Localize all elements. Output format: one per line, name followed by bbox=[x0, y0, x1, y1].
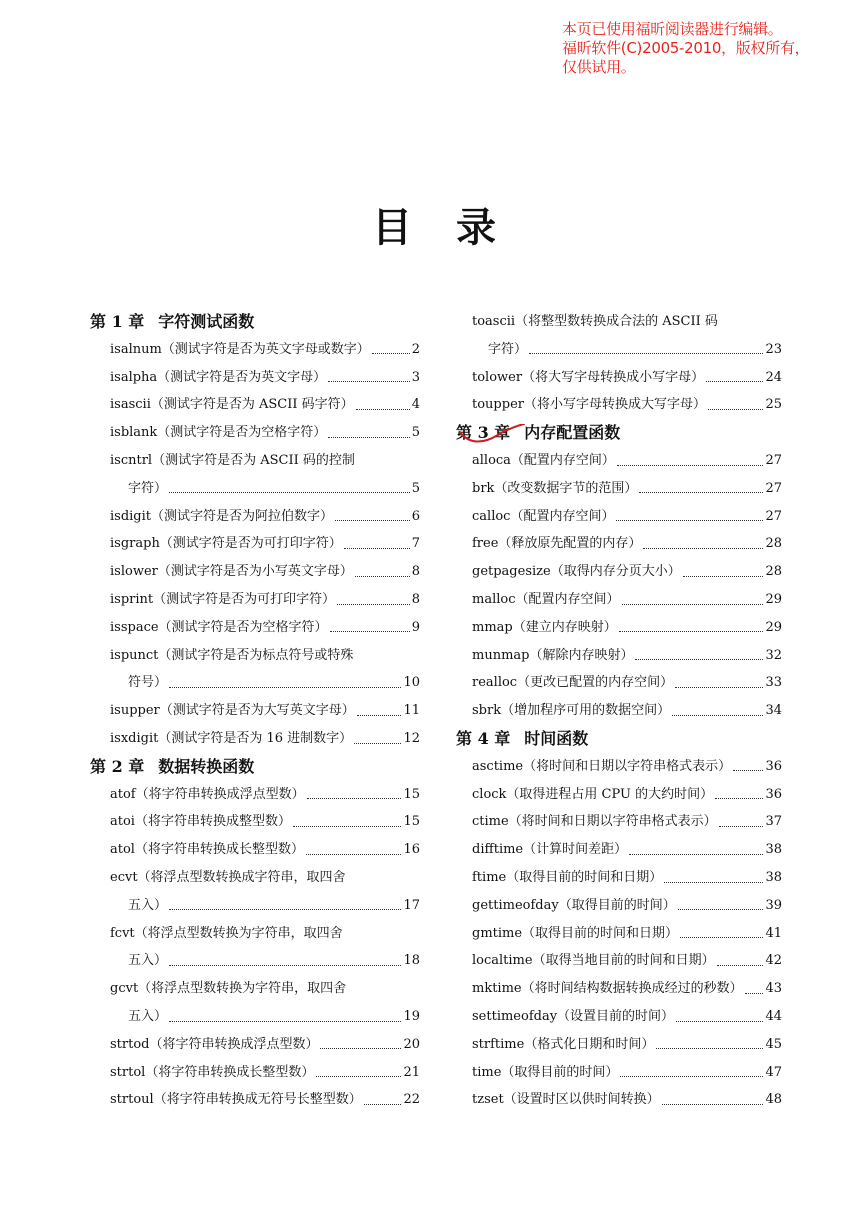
page-number: 44 bbox=[765, 1009, 782, 1024]
entry-text: isgraph（测试字符是否为可打印字符） bbox=[110, 536, 342, 552]
chapter-number: 第 4 章 bbox=[456, 729, 511, 748]
entry-text: malloc（配置内存空间） bbox=[472, 592, 620, 607]
toc-entry bbox=[110, 340, 420, 360]
entry-text: tolower（将大写字母转换成小写字母） bbox=[472, 369, 705, 385]
page-number: 42 bbox=[765, 953, 782, 969]
entry-text: realloc（更改已配置的内存空间） bbox=[472, 675, 674, 691]
entry-text: atol（将字符串转换成长整型数） bbox=[110, 842, 304, 858]
toc-entry bbox=[472, 673, 782, 693]
page-number: 34 bbox=[765, 703, 782, 719]
page-number: 5 bbox=[411, 480, 420, 496]
toc-entry bbox=[472, 1007, 782, 1027]
dot-leader bbox=[529, 341, 763, 354]
toc-entry bbox=[110, 840, 420, 860]
toc-entry bbox=[128, 896, 420, 916]
entry-text: 字符） bbox=[488, 341, 528, 357]
page-number: 39 bbox=[765, 897, 782, 913]
page-number: 20 bbox=[403, 1036, 420, 1052]
dot-leader bbox=[629, 842, 763, 855]
dot-leader bbox=[675, 675, 763, 688]
page-number: 15 bbox=[403, 786, 420, 802]
dot-leader bbox=[356, 397, 410, 410]
dot-leader bbox=[337, 592, 410, 605]
dot-leader bbox=[656, 1036, 763, 1049]
entry-text: getpagesize（取得内存分页大小） bbox=[472, 564, 681, 580]
entry-text: settimeofday（设置目前的时间） bbox=[472, 1009, 675, 1024]
toc-entry bbox=[110, 618, 420, 638]
dot-leader bbox=[335, 508, 410, 521]
entry-text: isprint（测试字符是否为可打印字符） bbox=[110, 592, 336, 607]
toc-entry bbox=[110, 368, 420, 388]
dot-leader bbox=[719, 814, 764, 827]
page-number: 36 bbox=[765, 758, 782, 774]
toc-entry bbox=[472, 562, 782, 582]
entry-text: munmap（解除内存映射） bbox=[472, 647, 634, 663]
page-number: 21 bbox=[403, 1064, 420, 1080]
chapter-title: 字符测试函数 bbox=[158, 312, 255, 331]
dot-leader bbox=[662, 1092, 764, 1105]
toc-entry bbox=[110, 646, 353, 666]
page-number: 4 bbox=[411, 397, 420, 413]
dot-leader bbox=[635, 647, 763, 660]
entry-text: strftime（格式化日期和时间） bbox=[472, 1036, 655, 1052]
entry-text: localtime（取得当地目前的时间和日期） bbox=[472, 953, 715, 969]
dot-leader bbox=[664, 870, 763, 883]
entry-text: iscntrl（测试字符是否为 ASCII 码的控制 bbox=[110, 453, 355, 468]
entry-text: islower（测试字符是否为小写英文字母） bbox=[110, 564, 353, 580]
handwritten-underline-mark bbox=[456, 424, 528, 448]
page-number: 28 bbox=[765, 536, 782, 552]
toc-entry bbox=[472, 618, 782, 638]
entry-text: 字符） bbox=[128, 480, 168, 496]
entry-text: fcvt（将浮点型数转换为字符串，取四舍 bbox=[110, 925, 343, 941]
page-number: 47 bbox=[765, 1064, 782, 1080]
page-number: 27 bbox=[765, 480, 782, 496]
page-number: 45 bbox=[765, 1036, 782, 1052]
dot-leader bbox=[683, 564, 764, 577]
dot-leader bbox=[328, 369, 410, 382]
dot-leader bbox=[616, 508, 763, 521]
dot-leader bbox=[676, 1009, 763, 1022]
dot-leader bbox=[306, 842, 401, 855]
dot-leader bbox=[355, 564, 410, 577]
page-number: 41 bbox=[765, 925, 782, 941]
entry-text: calloc（配置内存空间） bbox=[472, 508, 615, 524]
chapter-heading bbox=[90, 312, 254, 332]
dot-leader bbox=[678, 897, 764, 910]
entry-text: atof（将字符串转换成浮点型数） bbox=[110, 786, 305, 802]
toc-entry bbox=[110, 1063, 420, 1083]
toc-entry bbox=[110, 701, 420, 721]
page-number: 2 bbox=[411, 341, 420, 357]
dot-leader bbox=[617, 453, 764, 466]
dot-leader bbox=[639, 480, 763, 493]
page-number: 7 bbox=[411, 536, 420, 552]
toc-entry bbox=[128, 951, 420, 971]
page-number: 6 bbox=[411, 508, 420, 524]
chapter-title: 数据转换函数 bbox=[158, 756, 255, 776]
toc-entry bbox=[110, 562, 420, 582]
dot-leader bbox=[344, 536, 410, 549]
entry-text: isalnum（测试字符是否为英文字母或数字） bbox=[110, 341, 370, 357]
toc-entry bbox=[110, 534, 420, 554]
entry-text: strtod（将字符串转换成浮点型数） bbox=[110, 1036, 319, 1052]
page-number: 29 bbox=[765, 592, 782, 607]
entry-text: mktime（将时间结构数据转换成经过的秒数） bbox=[472, 981, 743, 997]
page-number: 33 bbox=[765, 675, 782, 691]
dot-leader bbox=[622, 592, 764, 605]
page-number: 12 bbox=[403, 731, 420, 746]
page-number: 8 bbox=[411, 592, 420, 607]
toc-entry bbox=[472, 451, 782, 471]
page-title: 目录 bbox=[372, 204, 540, 251]
dot-leader bbox=[307, 786, 402, 799]
toc-entry bbox=[110, 423, 420, 443]
toc-entry bbox=[472, 1063, 782, 1083]
toc-entry bbox=[110, 868, 346, 888]
toc-entry bbox=[472, 979, 782, 999]
dot-leader bbox=[354, 731, 401, 744]
page-number: 8 bbox=[411, 564, 420, 580]
chapter-number: 第 1 章 bbox=[90, 312, 145, 331]
toc-entry bbox=[472, 757, 782, 777]
page-number: 27 bbox=[765, 453, 782, 468]
toc-entry bbox=[472, 507, 782, 527]
entry-text: isascii（测试字符是否为 ASCII 码字符） bbox=[110, 397, 354, 413]
entry-text: ctime（将时间和日期以字符串格式表示） bbox=[472, 814, 717, 830]
entry-text: clock（取得进程占用 CPU 的大约时间） bbox=[472, 786, 714, 802]
page-number: 28 bbox=[765, 564, 782, 580]
watermark-line: 福昕软件(C)2005-2010，版权所有， bbox=[562, 39, 810, 57]
toc-entry bbox=[110, 924, 343, 944]
toc-entry bbox=[110, 590, 420, 610]
toc-entry bbox=[110, 395, 420, 415]
toc-entry bbox=[472, 646, 782, 666]
toc-entry bbox=[472, 368, 782, 388]
toc-entry bbox=[128, 673, 420, 693]
page-number: 11 bbox=[403, 703, 420, 719]
toc-entry bbox=[110, 812, 420, 832]
toc-entry bbox=[472, 812, 782, 832]
toc-entry bbox=[110, 979, 346, 999]
dot-leader bbox=[330, 619, 410, 632]
entry-text: ecvt（将浮点型数转换成字符串，取四舍 bbox=[110, 870, 346, 885]
toc-entry bbox=[110, 1035, 420, 1055]
page-number: 23 bbox=[765, 341, 782, 357]
entry-text: strtol（将字符串转换成长整型数） bbox=[110, 1064, 315, 1080]
entry-text: 五入） bbox=[128, 953, 168, 969]
entry-text: ftime（取得目前的时间和日期） bbox=[472, 870, 663, 885]
page-number: 22 bbox=[403, 1092, 420, 1108]
dot-leader bbox=[717, 953, 764, 966]
entry-text: mmap（建立内存映射） bbox=[472, 619, 617, 635]
entry-text: time（取得目前的时间） bbox=[472, 1064, 619, 1080]
entry-text: isxdigit（测试字符是否为 16 进制数字） bbox=[110, 731, 353, 746]
page-number: 16 bbox=[403, 842, 420, 858]
page-number: 38 bbox=[765, 870, 782, 885]
dot-leader bbox=[316, 1064, 401, 1077]
toc-entry bbox=[472, 896, 782, 916]
dot-leader bbox=[372, 341, 410, 354]
trial-watermark bbox=[562, 20, 862, 77]
entry-text: atoi（将字符串转换成整型数） bbox=[110, 814, 291, 830]
entry-text: toascii（将整型数转换成合法的 ASCII 码 bbox=[472, 314, 718, 329]
dot-leader bbox=[293, 814, 401, 827]
toc-entry bbox=[472, 1090, 782, 1110]
toc-entry bbox=[472, 701, 782, 721]
entry-text: isdigit（测试字符是否为阿拉伯数字） bbox=[110, 508, 334, 524]
entry-text: 五入） bbox=[128, 1009, 168, 1024]
dot-leader bbox=[643, 536, 763, 549]
dot-leader bbox=[708, 397, 763, 410]
entry-text: toupper（将小写字母转换成大写字母） bbox=[472, 397, 706, 413]
entry-text: isupper（测试字符是否为大写英文字母） bbox=[110, 703, 355, 719]
page-number: 24 bbox=[765, 369, 782, 385]
chapter-heading bbox=[456, 729, 588, 749]
page-number: 10 bbox=[403, 675, 420, 691]
watermark-line: 本页已使用福昕阅读器进行编辑。 bbox=[562, 20, 783, 38]
toc-entry bbox=[472, 312, 718, 332]
entry-text: tzset（设置时区以供时间转换） bbox=[472, 1092, 660, 1108]
page-number: 18 bbox=[403, 953, 420, 969]
entry-text: difftime（计算时间差距） bbox=[472, 842, 628, 858]
dot-leader bbox=[169, 675, 401, 688]
entry-text: gmtime（取得目前的时间和日期） bbox=[472, 925, 679, 941]
toc-entry bbox=[472, 395, 782, 415]
entry-text: isalpha（测试字符是否为英文字母） bbox=[110, 369, 327, 385]
toc-entry bbox=[472, 534, 782, 554]
toc-entry bbox=[110, 1090, 420, 1110]
dot-leader bbox=[169, 897, 401, 910]
entry-text: gettimeofday（取得目前的时间） bbox=[472, 897, 676, 913]
toc-entry bbox=[110, 451, 355, 471]
entry-text: sbrk（增加程序可用的数据空间） bbox=[472, 703, 671, 719]
chapter-heading bbox=[90, 757, 254, 777]
entry-text: isspace（测试字符是否为空格字符） bbox=[110, 619, 328, 635]
toc-entry bbox=[488, 340, 782, 360]
page-number: 38 bbox=[765, 842, 782, 858]
page-number: 17 bbox=[403, 897, 420, 913]
toc-entry bbox=[128, 1007, 420, 1027]
dot-leader bbox=[328, 425, 409, 438]
entry-text: 符号） bbox=[128, 675, 168, 691]
toc-entry bbox=[472, 785, 782, 805]
page-number: 36 bbox=[765, 786, 782, 802]
page-number: 5 bbox=[411, 425, 420, 441]
toc-entry bbox=[472, 868, 782, 888]
toc-entry bbox=[472, 1035, 782, 1055]
chapter-number: 第 3 章 bbox=[456, 423, 511, 443]
page-number: 15 bbox=[403, 814, 420, 830]
page-number: 27 bbox=[765, 508, 782, 524]
entry-text: alloca（配置内存空间） bbox=[472, 453, 615, 468]
page-number: 3 bbox=[411, 369, 420, 385]
dot-leader bbox=[672, 703, 763, 716]
entry-text: asctime（将时间和日期以字符串格式表示） bbox=[472, 758, 732, 774]
dot-leader bbox=[620, 1064, 763, 1077]
toc-entry bbox=[110, 507, 420, 527]
chapter-title: 时间函数 bbox=[524, 729, 589, 748]
dot-leader bbox=[169, 480, 410, 493]
entry-text: 五入） bbox=[128, 897, 168, 913]
entry-text: brk（改变数据字节的范围） bbox=[472, 480, 638, 496]
page-number: 37 bbox=[765, 814, 782, 830]
page-number: 9 bbox=[411, 619, 420, 635]
page-number: 43 bbox=[765, 981, 782, 997]
dot-leader bbox=[320, 1036, 401, 1049]
chapter-title: 内存配置函数 bbox=[524, 423, 621, 443]
dot-leader bbox=[745, 981, 764, 994]
entry-text: free（释放原先配置的内存） bbox=[472, 536, 642, 552]
page-number: 19 bbox=[403, 1009, 420, 1024]
dot-leader bbox=[357, 703, 402, 716]
dot-leader bbox=[364, 1092, 402, 1105]
toc-entry bbox=[110, 729, 420, 749]
page-number: 32 bbox=[765, 647, 782, 663]
toc-entry bbox=[472, 924, 782, 944]
toc-entry bbox=[128, 479, 420, 499]
dot-leader bbox=[619, 619, 764, 632]
chapter-number: 第 2 章 bbox=[90, 756, 145, 776]
watermark-line: 仅供试用。 bbox=[562, 58, 636, 76]
entry-text: strtoul（将字符串转换成无符号长整型数） bbox=[110, 1092, 362, 1108]
dot-leader bbox=[715, 786, 763, 799]
entry-text: ispunct（测试字符是否为标点符号或特殊 bbox=[110, 647, 354, 663]
toc-entry bbox=[110, 785, 420, 805]
page-number: 48 bbox=[765, 1092, 782, 1108]
dot-leader bbox=[733, 758, 763, 771]
toc-entry bbox=[472, 590, 782, 610]
page-number: 29 bbox=[765, 619, 782, 635]
entry-text: gcvt（将浮点型数转换为字符串，取四舍 bbox=[110, 981, 347, 997]
dot-leader bbox=[706, 369, 763, 382]
dot-leader bbox=[169, 953, 401, 966]
toc-entry bbox=[472, 840, 782, 860]
toc-entry bbox=[472, 951, 782, 971]
page-number: 25 bbox=[765, 397, 782, 413]
dot-leader bbox=[680, 925, 763, 938]
dot-leader bbox=[169, 1009, 401, 1022]
toc-entry bbox=[472, 479, 782, 499]
entry-text: isblank（测试字符是否为空格字符） bbox=[110, 425, 327, 441]
